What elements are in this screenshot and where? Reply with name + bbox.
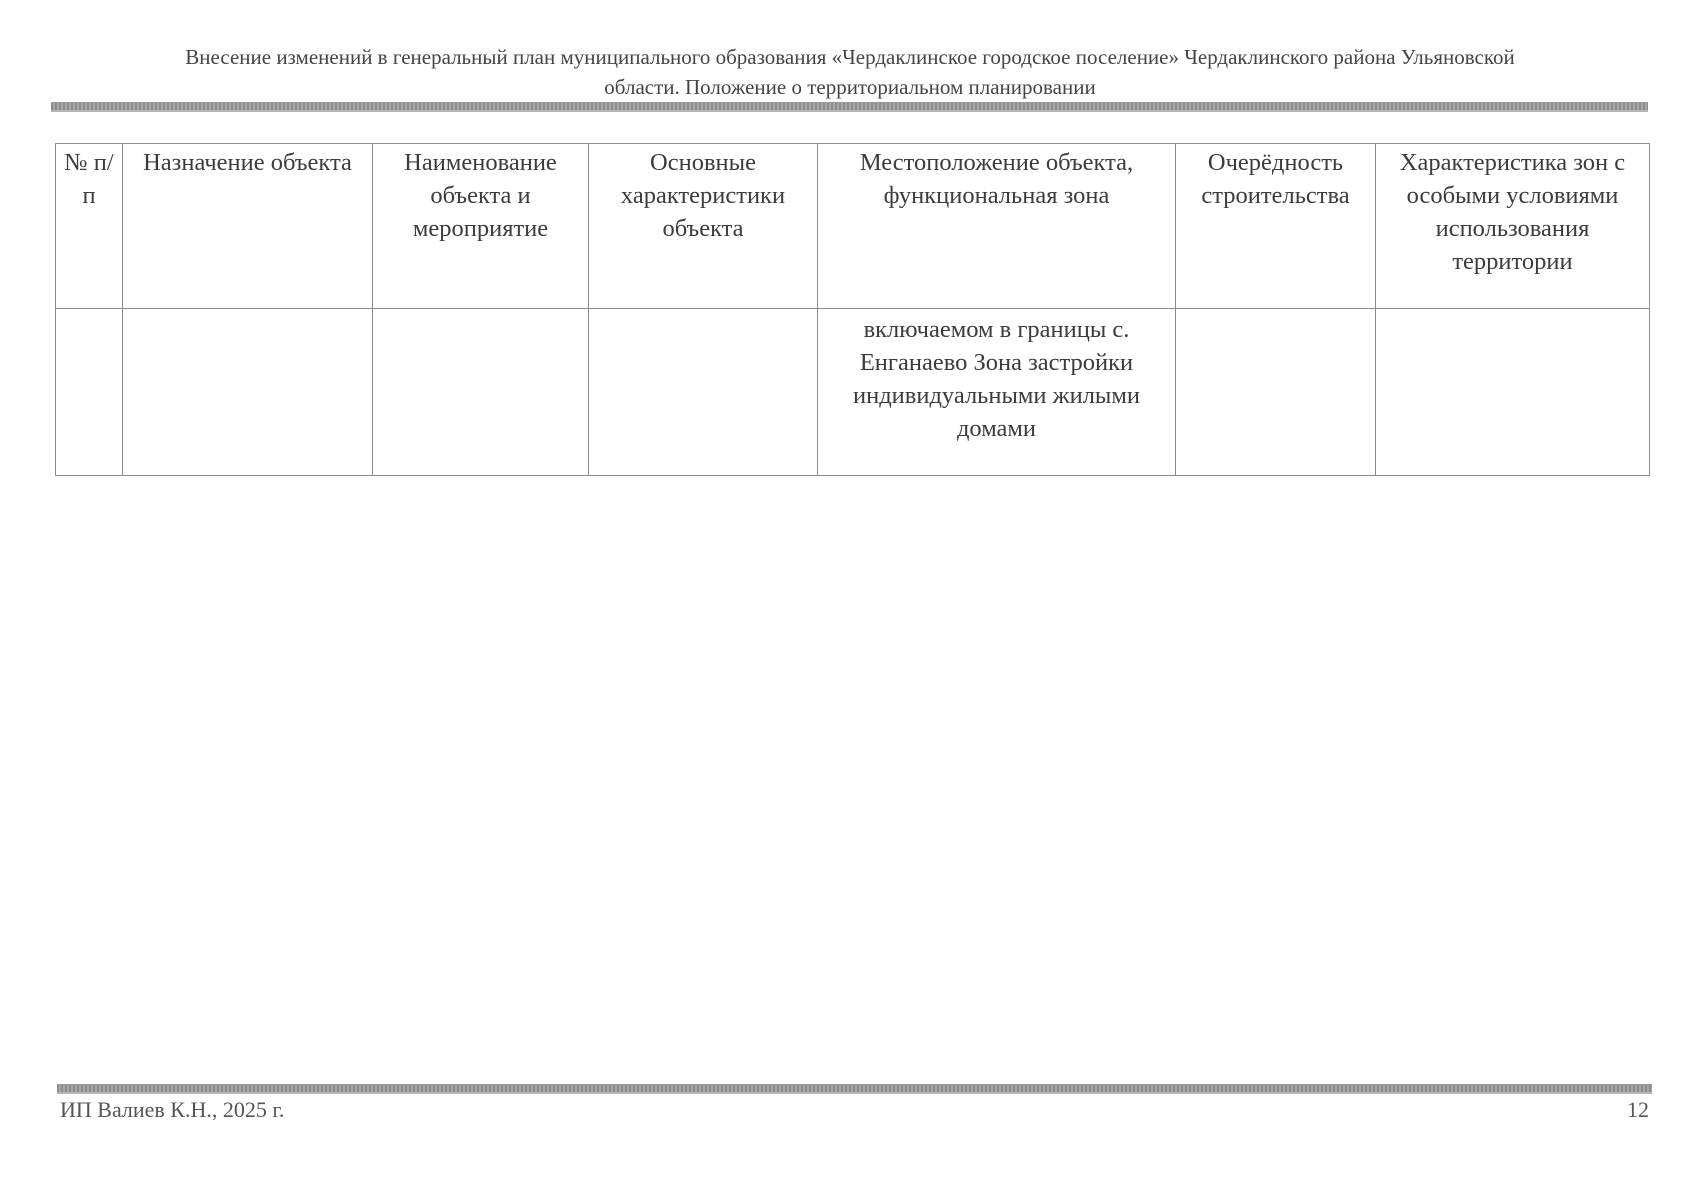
table-header-row <box>56 144 1650 309</box>
table-cell <box>373 309 589 476</box>
column-header-location: Местоположение объекта, функциональная зона <box>818 144 1176 309</box>
column-header-zones: Характеристика зон с особыми условиями использования территории <box>1376 144 1650 309</box>
table-cell <box>56 309 123 476</box>
table-cell <box>1176 309 1376 476</box>
table-cell <box>123 309 373 476</box>
table-row <box>56 309 1650 476</box>
table-cell-location: включаемом в границы с. Енганаево Зона застройки индивидуальными жилыми домами <box>818 309 1176 476</box>
planning-table <box>55 143 1650 476</box>
table-cell <box>1376 309 1650 476</box>
column-header-characteristics: Основные характеристики объекта <box>589 144 818 309</box>
table-cell <box>589 309 818 476</box>
column-header-number: № п/п <box>56 144 123 309</box>
footer-author: ИП Валиев К.Н., 2025 г. <box>60 1097 285 1122</box>
page-number: 12 <box>1627 1097 1649 1122</box>
column-header-name: Наименование объекта и мероприятие <box>373 144 589 309</box>
document-header <box>60 42 1640 102</box>
header-title-line2: области. Положение о территориальном планировании <box>604 75 1096 99</box>
column-header-order: Очерёдность строительства <box>1176 144 1376 309</box>
column-header-purpose: Назначение объекта <box>123 144 373 309</box>
footer-divider <box>57 1084 1652 1094</box>
header-title-line1: Внесение изменений в генеральный план муниципального образования «Чердаклинское городское поселение» Чердаклинского района Ульяновской <box>185 45 1515 69</box>
header-divider <box>51 102 1648 112</box>
